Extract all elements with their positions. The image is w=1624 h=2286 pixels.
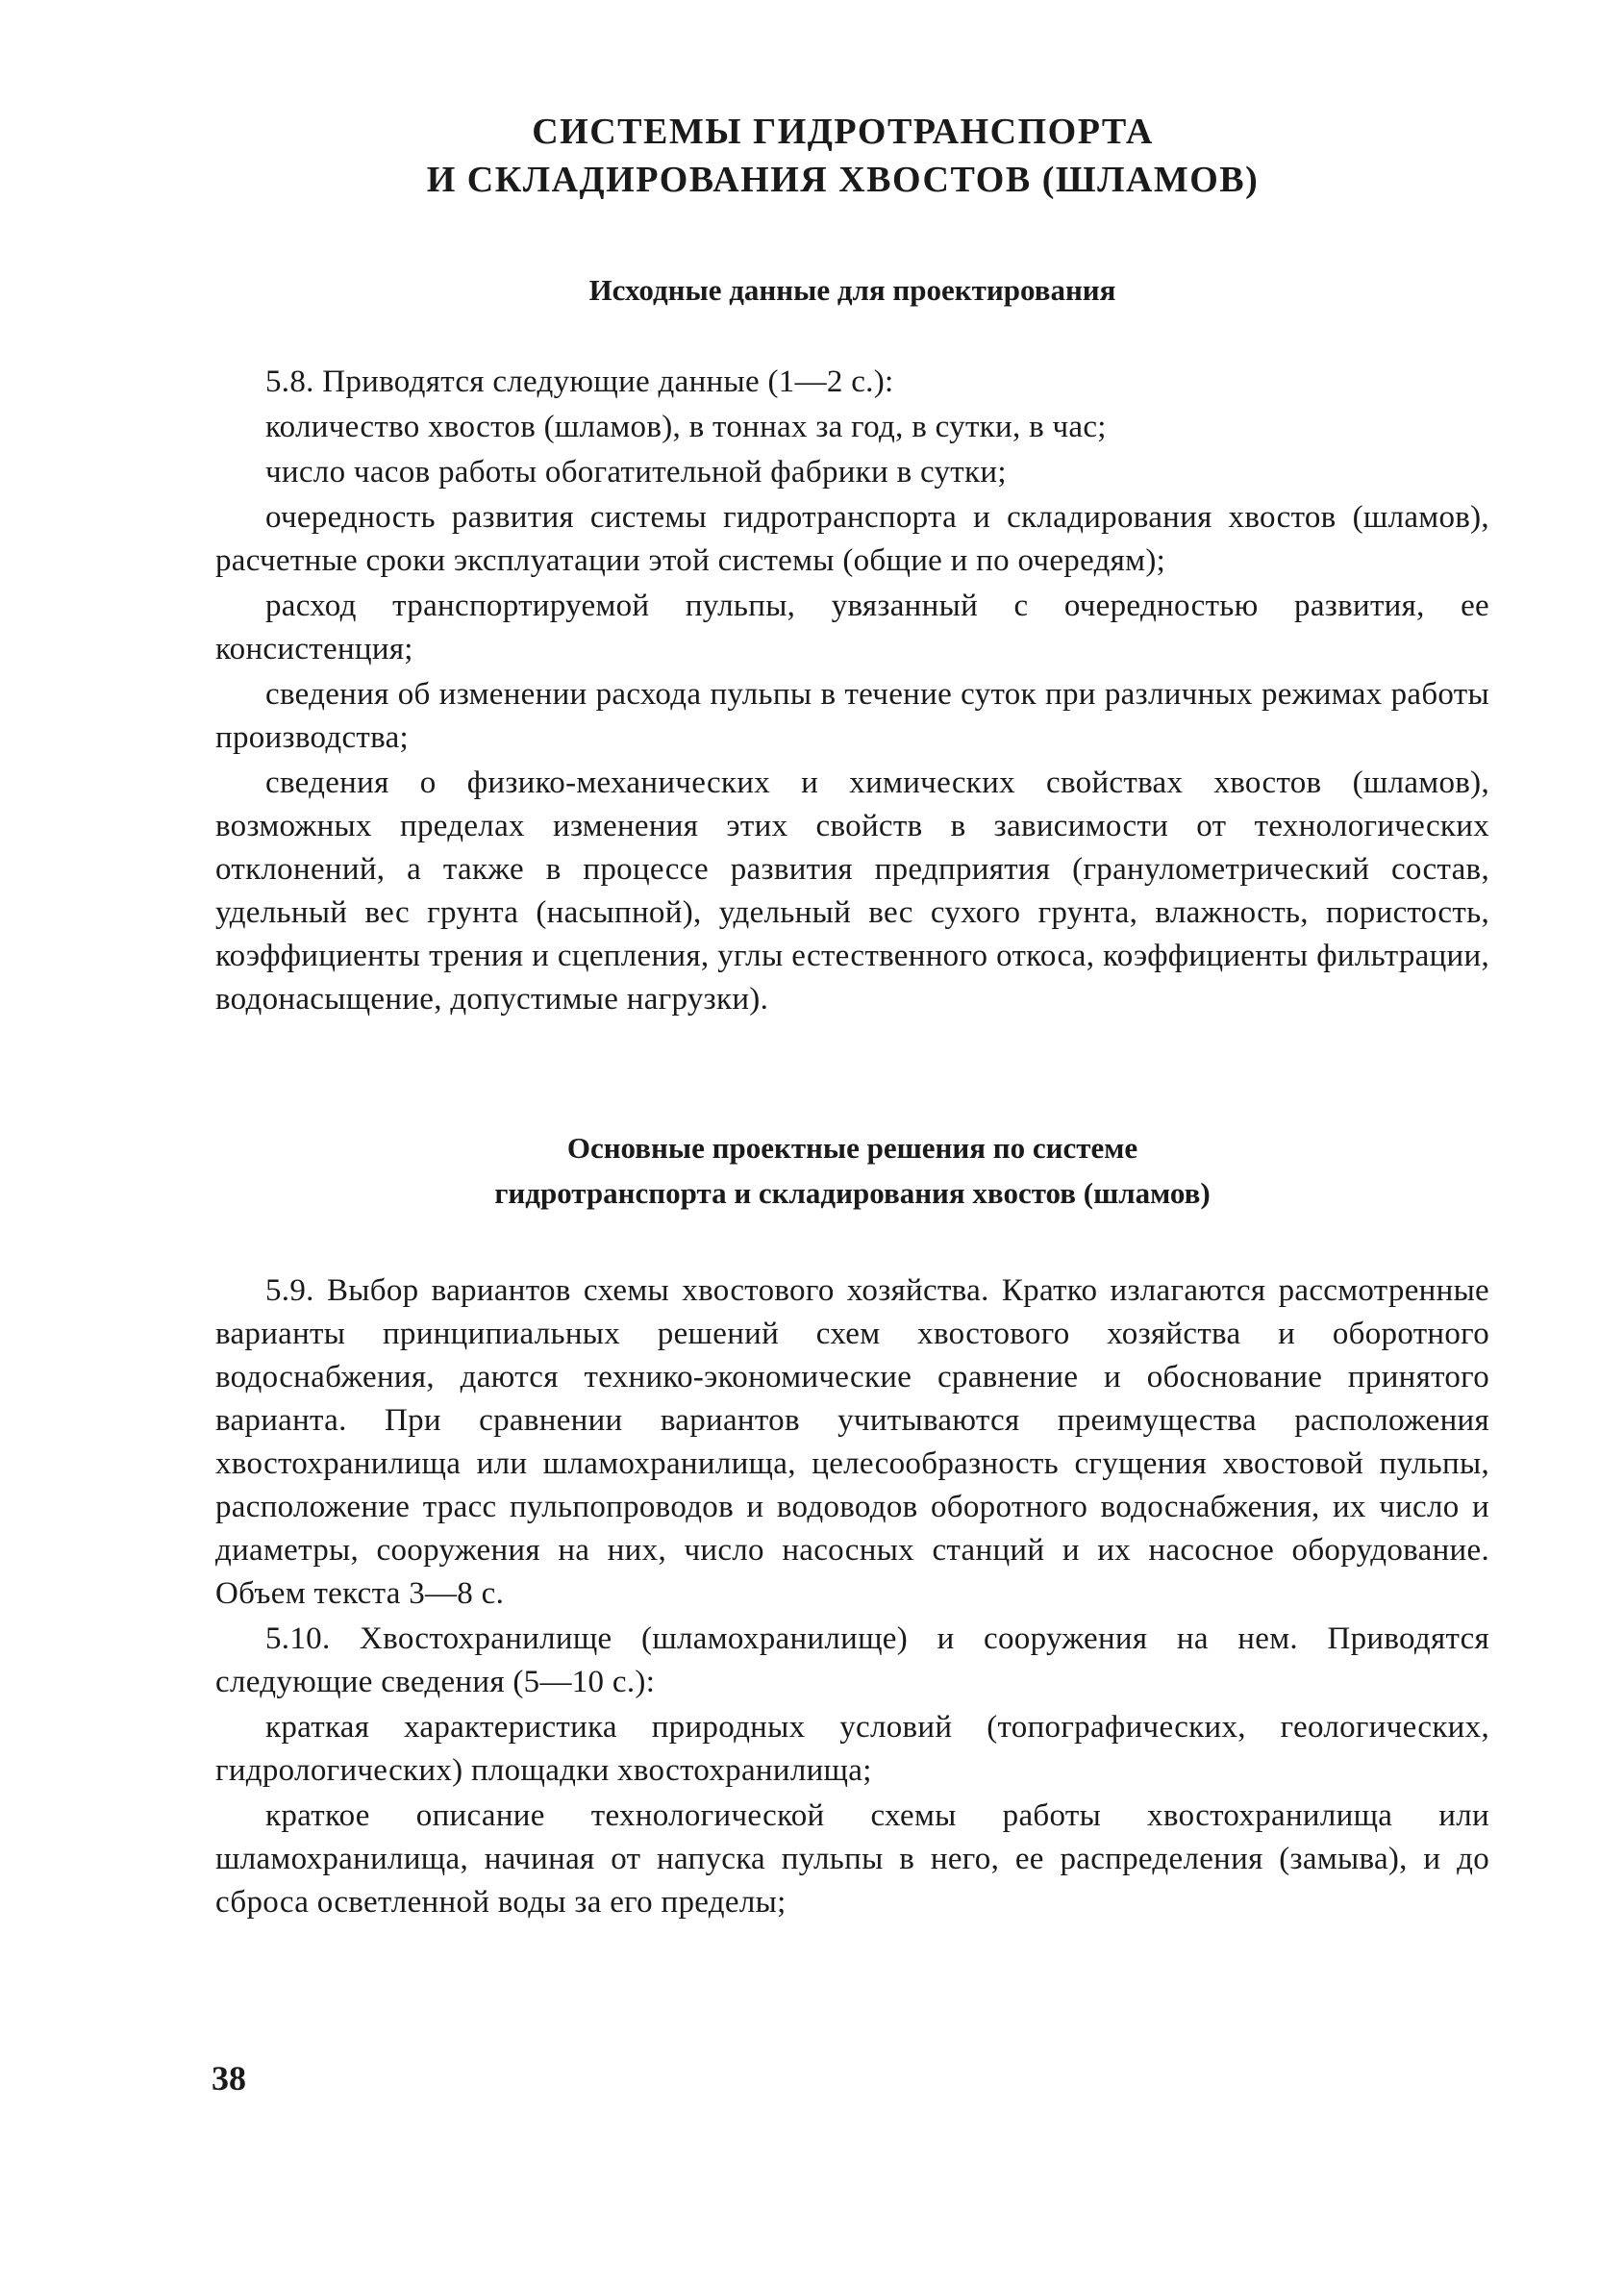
section-1-heading: Исходные данные для проектирования (588, 273, 1116, 307)
section-2-heading-line-1: Основные проектные решения по системе (566, 1131, 1138, 1165)
section-1-body (215, 361, 1489, 1021)
paragraph: количество хвостов (шламов), в тоннах за год, в сутки, в час; (265, 410, 1107, 444)
paragraph: сведения о физико-механических и химических свойствах хвостов (шламов), возможных пределах изменения этих свойств в зависимости от технологических отклонений, а также в процессе развития предприятия (гранулометрический состав, удельный вес грунта (насыпной), удельный вес сухого грунта, влажность, пористость, коэффициенты трения и сцепления, углы естественного откоса, коэффициенты фильтрации, водонасыщение, допустимые нагрузки). (215, 766, 1489, 1017)
paragraph: 5.8. Приводятся следующие данные (1—2 с.): (265, 364, 894, 399)
paragraph: сведения об изменении расхода пульпы в течение суток при различных режимах работы производства; (215, 677, 1489, 755)
paragraph: 5.9. Выбор вариантов схемы хвостового хозяйства. Кратко излагаются рассмотренные варианты принципиальных решений схем хвостового хозяйства и оборотного водоснабжения, даются технико-экономические сравнение и обоснование принятого варианта. При сравнении вариантов учитываются преимущества расположения хвостохранилища или шламохранилища, целесообразность сгущения хвостовой пульпы, расположение трасс пульпопроводов и водоводов оборотного водоснабжения, их число и диаметры, сооружения на них, число насосных станций и их насосное оборудование. Объем текста 3—8 с. (215, 1273, 1489, 1611)
document-title (196, 108, 1489, 204)
paragraph: краткая характеристика природных условий (топографических, геологических, гидрологических) площадки хвостохранилища; (215, 1710, 1489, 1788)
section-2-heading (215, 1125, 1489, 1216)
paragraph: расход транспортируемой пульпы, увязанный с очередностью развития, ее консистенция; (215, 589, 1489, 666)
title-line-1: СИСТЕМЫ ГИДРОТРАНСПОРТА (532, 112, 1154, 152)
paragraph: число часов работы обогатительной фабрики в сутки; (265, 455, 1007, 490)
paragraph: 5.10. Хвостохранилище (шламохранилище) и сооружения на нем. Приводятся следующие сведения (5—10 с.): (215, 1621, 1489, 1699)
paragraph: очередность развития системы гидротранспорта и складирования хвостов (шламов), расчетные сроки эксплуатации этой системы (общие и по очередям); (215, 500, 1489, 578)
section-2-heading-line-2: гидротранспорта и складирования хвостов (шламов) (494, 1176, 1211, 1210)
section-2-body (215, 1269, 1489, 1924)
paragraph: краткое описание технологической схемы работы хвостохранилища или шламохранилища, начиная от напуска пульпы в него, ее распределения (замыва), и до сброса осветленной воды за его пределы; (215, 1798, 1489, 1920)
page-number: 38 (212, 2059, 246, 2098)
title-line-2: И СКЛАДИРОВАНИЯ ХВОСТОВ (ШЛАМОВ) (426, 160, 1260, 200)
